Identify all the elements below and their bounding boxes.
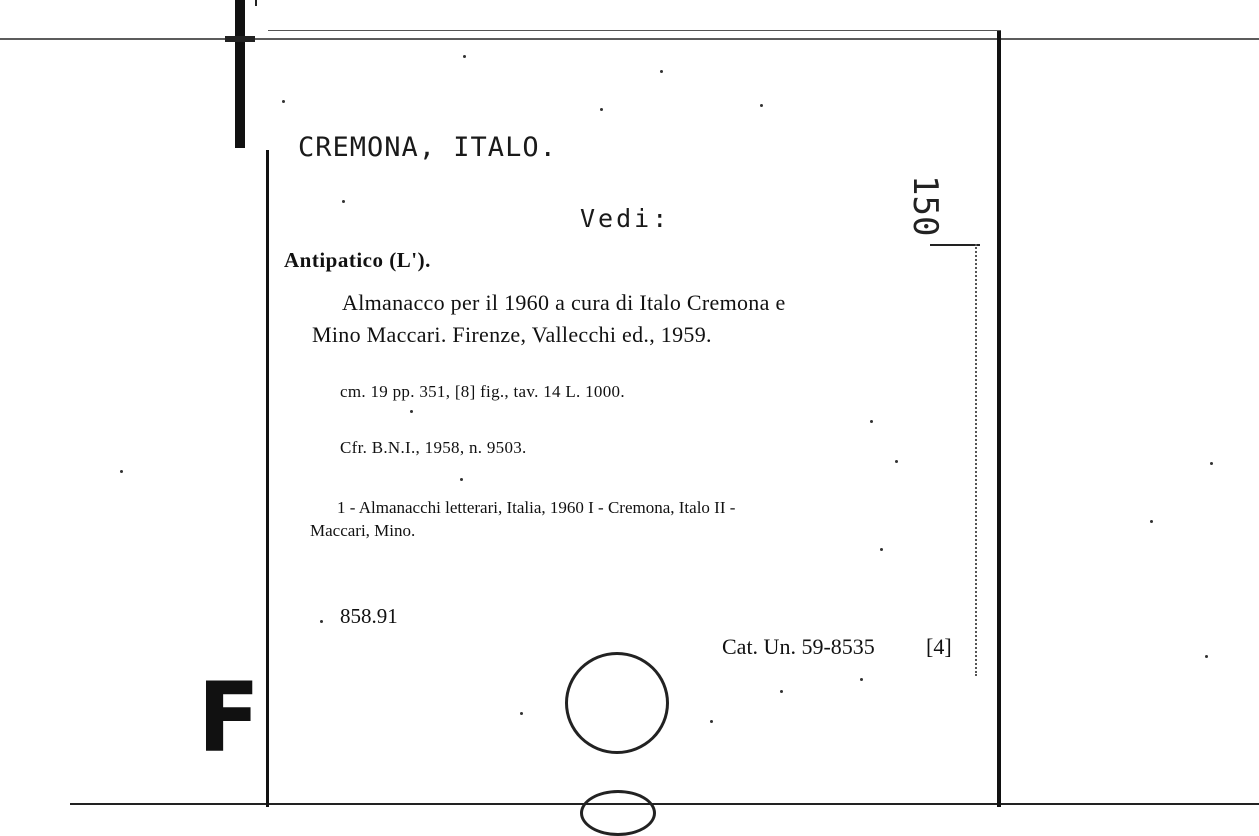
scan-speck <box>342 200 345 203</box>
card-tab-edge <box>975 244 979 676</box>
scan-speck <box>520 712 523 715</box>
scan-speck <box>895 460 898 463</box>
scan-speck <box>282 100 285 103</box>
subjects-line-1: 1 - Almanacchi letterari, Italia, 1960 I - Cremona, Italo II - <box>337 498 736 517</box>
work-title: Antipatico (L'). <box>284 248 431 272</box>
scan-edge-top <box>0 38 1259 40</box>
scan-speck <box>1150 520 1153 523</box>
scan-speck <box>320 620 323 623</box>
catalog-bracket: [4] <box>926 634 952 659</box>
next-card-punch-hole <box>580 790 656 836</box>
description-line-1: Almanacco per il 1960 a cura di Italo Cremona e <box>342 290 786 315</box>
scan-speck <box>860 678 863 681</box>
card-top-edge <box>268 30 1001 31</box>
class-number: 858.91 <box>340 604 398 628</box>
scan-speck <box>1205 655 1208 658</box>
card-right-edge <box>997 30 1001 807</box>
scan-speck <box>760 104 763 107</box>
drawer-letter: F <box>197 662 260 774</box>
stamp-number: 150 <box>905 175 945 237</box>
scan-speck <box>710 720 713 723</box>
description-line-2: Mino Maccari. Firenze, Vallecchi ed., 1959. <box>312 322 712 347</box>
card-left-edge <box>266 150 269 807</box>
scan-speck <box>880 548 883 551</box>
subjects-line-2: Maccari, Mino. <box>310 521 416 540</box>
collation: cm. 19 pp. 351, [8] fig., tav. 14 L. 1000. <box>340 382 625 401</box>
catalog-number: Cat. Un. 59-8535 <box>722 634 875 659</box>
scan-speck <box>1210 462 1213 465</box>
scan-speck <box>600 108 603 111</box>
card-punch-hole <box>565 652 669 754</box>
binding-bar <box>235 0 245 148</box>
scan-speck <box>410 410 413 413</box>
see-label: Vedi: <box>580 204 671 233</box>
bibliographic-reference: Cfr. B.N.I., 1958, n. 9503. <box>340 438 527 457</box>
scan-speck <box>870 420 873 423</box>
scan-speck <box>780 690 783 693</box>
scan-speck <box>120 470 123 473</box>
binding-bar-cap <box>225 36 255 42</box>
scan-speck <box>463 55 466 58</box>
scan-mark <box>255 0 257 6</box>
scan-speck <box>460 478 463 481</box>
card-heading: CREMONA, ITALO. <box>298 132 557 163</box>
scan-edge-bottom <box>70 803 1259 805</box>
scan-speck <box>660 70 663 73</box>
